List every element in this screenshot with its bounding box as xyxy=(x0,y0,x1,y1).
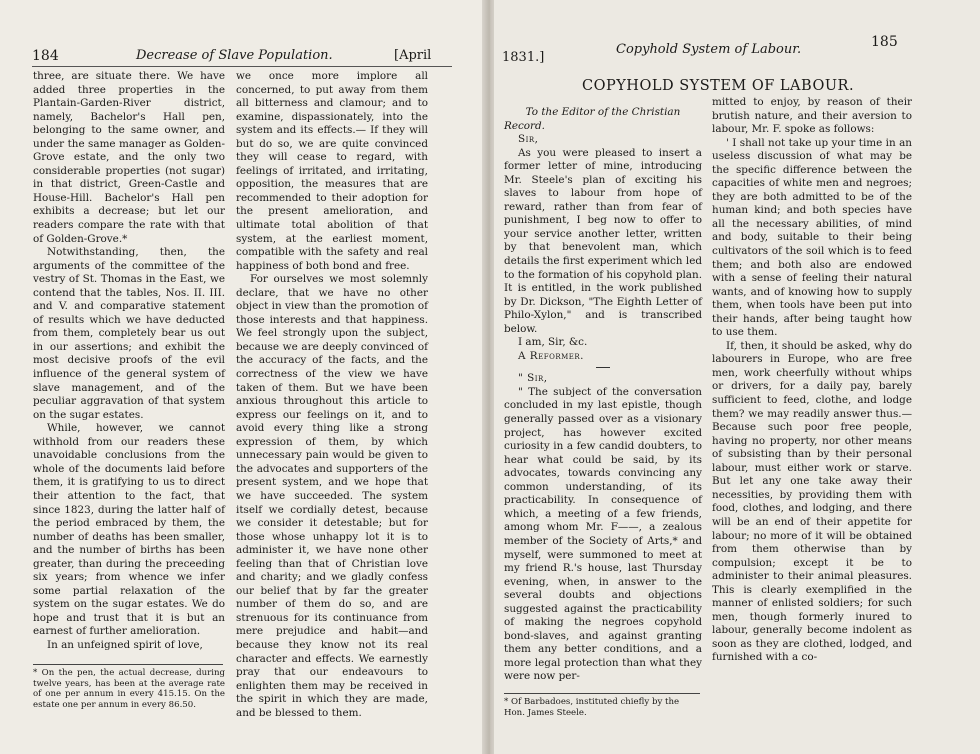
right-page-number: 185 xyxy=(871,34,898,50)
salutation: Sir, xyxy=(518,133,539,146)
footnote-rule xyxy=(504,693,700,694)
article-title: COPYHOLD SYSTEM OF LABOUR. xyxy=(582,78,855,94)
left-column-2 xyxy=(236,70,428,720)
paragraph: Notwithstanding, then, the arguments of the committee of the vestry of St. Thomas in the East, we contend that the tables, Nos. II. III. and V. and comparative statement of results which we have deducted from them, completely bear us out in our assertions; and exhibit the most decisive proofs of the evil influence of the general system of slave management, and of the peculiar aggravation of that system on the sugar estates. xyxy=(33,246,225,421)
closing: I am, Sir, &c. xyxy=(518,336,588,349)
paragraph: three, are situate there. We have added three properties in the Plantain-Garden-River district, namely, Bachelor's Hall pen, belonging to the same owner, and under the same manager as Golden-Grove estate, and the only two considerable properties (not sugar) in that district, Green-Castle and House-Hill. Bachelor's Hall pen exhibits a decrease; but let our readers compare the rate with that of Golden-Grove.* xyxy=(33,70,225,245)
left-running-head: Decrease of Slave Population. xyxy=(136,48,333,63)
footnote-rule xyxy=(33,664,223,665)
left-header-rule xyxy=(32,66,452,67)
quoted-letter: " The subject of the conversation concluded in my last epistle, though generally passed over as a visionary project, has however excited curiosity in a few candid doubters, to hear what could be said, by its advocates, towards convincing any common understanding, of its practicability. In consequence of which, a meeting of a few friends, among whom Mr. F——, a zealous member of the Society of Arts,* and myself, were summoned to meet at my friend R.'s house, last Thursday evening, when, in answer to the several doubts and objections suggested against the practicability of making the negroes copyhold bond-slaves, and against granting them any better conditions, and a more legal protection than what they were now per- xyxy=(504,385,702,683)
left-running-date: [April xyxy=(394,48,432,63)
paragraph: While, however, we cannot withhold from our readers these unavoidable conclusions from the whole of the documents laid before them, it is gratifying to us to direct their attention to the fact, that since 1823, during the latter half of the period embraced by them, the number of deaths has been smaller, and the number of births has been greater, than during the preceeding six years; from whence we infer some partial relaxation of the system on the sugar estates. We do hope and trust that it is but an earnest of further amelioration. xyxy=(33,422,225,638)
paragraph: For ourselves we most solemnly declare, that we have no other object in view than the promotion of those interests and that happiness. We feel strongly upon the subject, because we are deeply convinced of the accuracy of the facts, and the correctness of the view we have taken of them. But we have been anxious throughout this article to express our feelings on it, and to avoid every thing like a strong expression of them, by which unnecessary pain would be given to the advocates and supporters of the present system, and we hope that we have succeeded. The system itself we cordially detest, because we consider it detestable; but for those whose unhappy lot it is to administer it, we have none other feeling than that of Christian love and charity; and we gladly confess our belief that by far the greater number of them do so, and are strenuous for its continuance from mere prejudice and habit—and because they know not its real character and effects. We earnestly pray that our endeavours to enlighten them may be received in the spirit in which they are made, and be blessed to them. xyxy=(236,273,428,719)
paragraph: we once more implore all concerned, to put away from them all bitterness and clamour; and to examine, dispassionately, into the system and its effects.— If they will but do so, we are quite convinced they will cease to regard, with feelings of irritated, and irritating, opposition, the measures that are recommended to their adoption for the present amelioration, and ultimate total abolition of that system, at the earliest moment, compatible with the safety and real happiness of both bond and free. xyxy=(236,70,428,272)
right-running-head: Copyhold System of Labour. xyxy=(616,42,802,57)
paragraph: If, then, it should be asked, why do labourers in Europe, who are free men, work cheerfully without whips or drivers, for a daily pay, barely sufficient to feed, clothe, and lodge them? we may readily answer thus.—Because such poor free people, having no property, nor other means of subsisting than by their personal labour, must either work or starve. But let any one take away their necessities, by providing them with food, clothes, and lodging, and there will be an end of their appetite for labour; no more of it will be obtained from them otherwise than by compulsion; except it be to administer to their animal pleasures. This is clearly exemplified in the manner of enlisted soldiers; for such men, though formerly inured to labour, generally become indolent as soon as they are clothed, lodged, and furnished with a co- xyxy=(712,339,912,664)
paragraph: mitted to enjoy, by reason of their brutish nature, and their aversion to labour, Mr. F. spoke as follows: xyxy=(712,96,912,136)
section-dash xyxy=(596,367,610,368)
paragraph: ' I shall not take up your time in an useless discussion of what may be the specific difference between the capacities of white men and negroes; they are both admitted to be of the human kind; and both species have all the necessary abilities, of mind and body, suitable to their being cultivators of the soil which is to feed them; and both also are endowed with a sense of feeling their natural wants, and of knowing how to supply them, when tools have been put into their hands, after being taught how to use them. xyxy=(712,136,912,339)
left-page-number: 184 xyxy=(32,48,59,64)
letter-body: As you were pleased to insert a former letter of mine, introducing Mr. Steele's plan of exciting his slaves to labour from hope of reward, rather than from fear of punishment, I beg now to offer to your service another letter, written by that benevolent man, which details the first experiment which led to the formation of his copyhold plan. It is entitled, in the work published by Dr. Dickson, "The Eighth Letter of Philo-Xylon," and is transcribed below. xyxy=(504,146,702,335)
signature: A Reformer. xyxy=(518,349,584,362)
left-footnote: * On the pen, the actual decrease, during twelve years, has been at the average rate of one per annum in every 415.15. On the estate one per annum in every 86.50. xyxy=(33,668,225,710)
paragraph: In an unfeigned spirit of love, xyxy=(47,638,203,651)
right-running-date: 1831.] xyxy=(502,50,545,65)
right-column-1 xyxy=(504,106,702,684)
editor-address: To the Editor of the Christian Record. xyxy=(504,106,681,132)
quote-salutation: " Sir, xyxy=(518,372,548,385)
left-column-1 xyxy=(33,70,225,653)
left-page xyxy=(0,0,486,754)
right-page xyxy=(494,0,980,754)
right-footnote: * Of Barbadoes, instituted chiefly by the Hon. James Steele. xyxy=(504,697,680,718)
right-column-2 xyxy=(712,96,912,665)
